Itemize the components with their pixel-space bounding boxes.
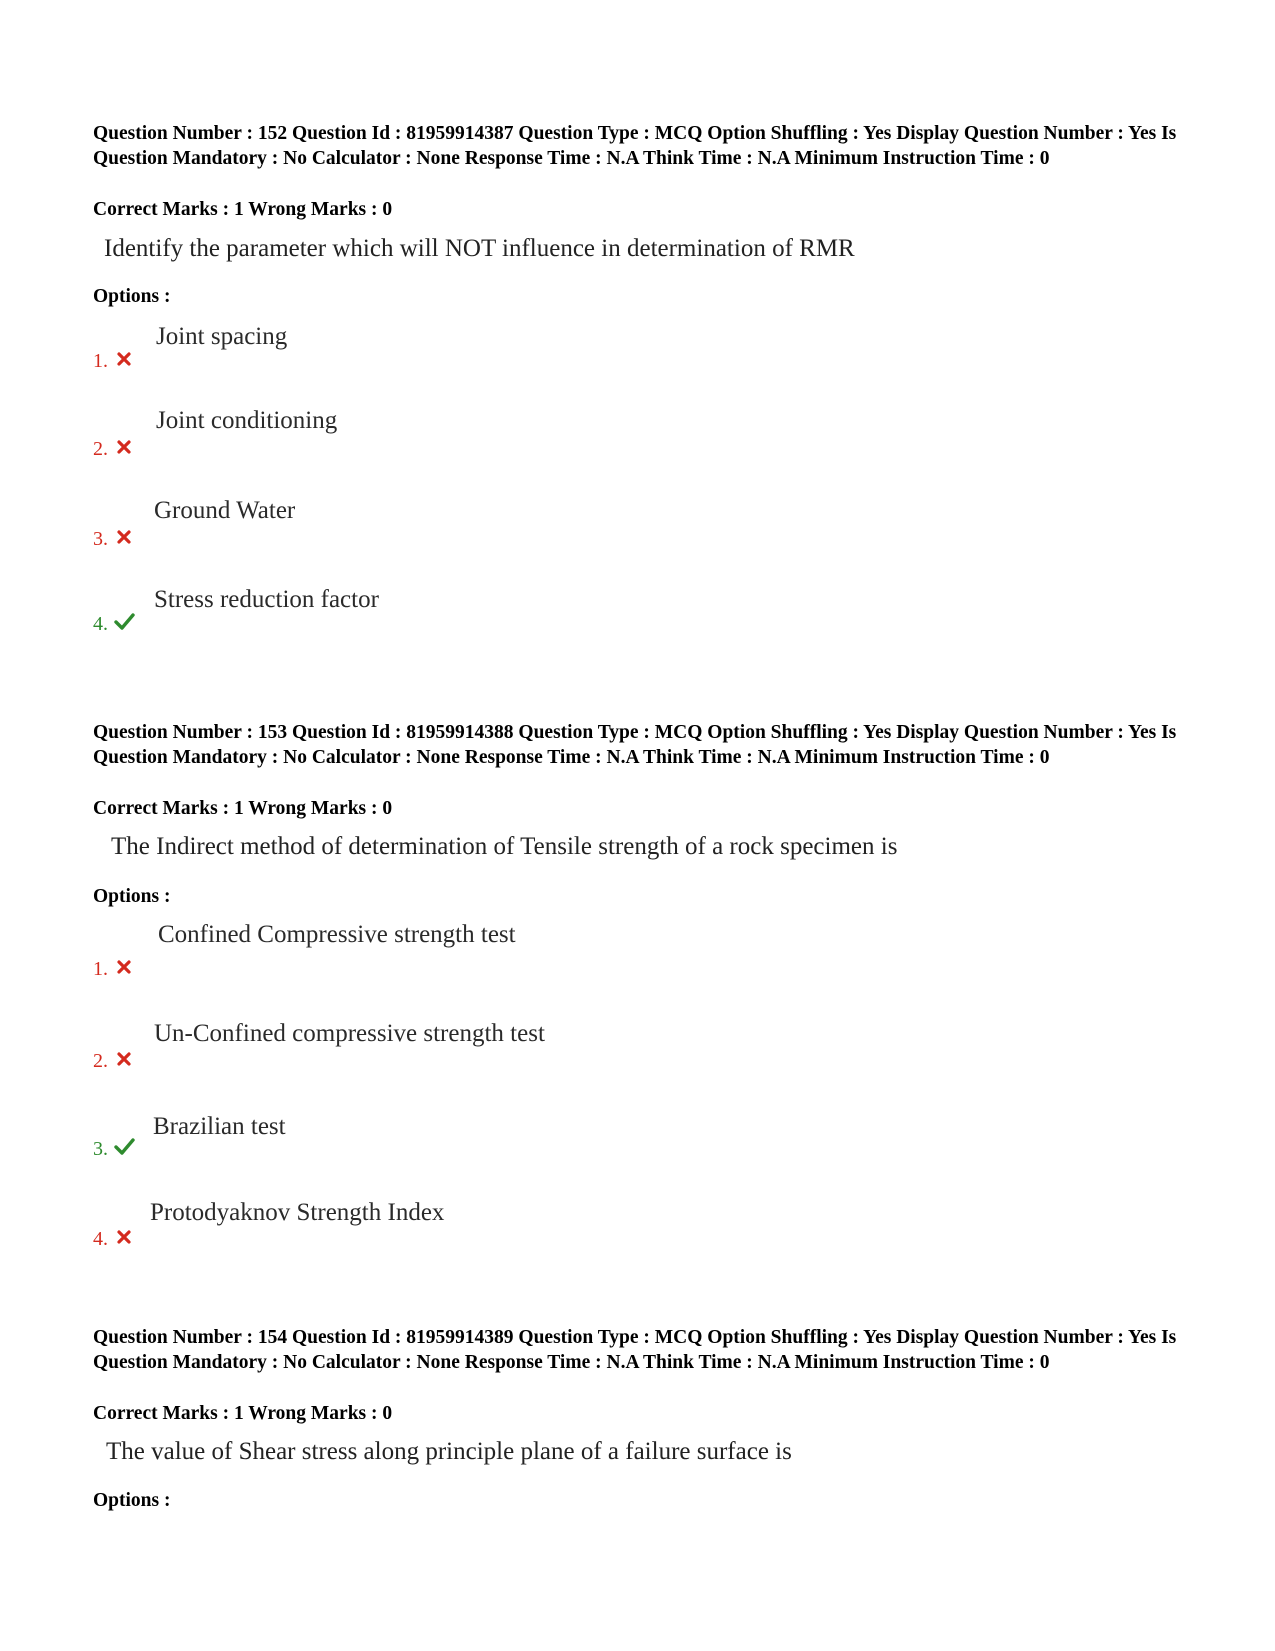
cross-icon <box>113 348 135 370</box>
options-heading: Options : <box>93 1490 171 1511</box>
cross-icon <box>113 1226 135 1248</box>
option-text: Stress reduction factor <box>154 586 379 613</box>
check-icon <box>113 1135 135 1157</box>
option-number: 2. <box>93 1050 108 1072</box>
cross-icon <box>113 956 135 978</box>
question-header: Question Number : 152 Question Id : 81959914387 Question Type : MCQ Option Shuffling : Yes Display Question Number : Yes Is Question Mandatory : No Calculator : None Response Time : N.A Think Time : N.A Minimum Instruction Time : 0 <box>93 123 1177 169</box>
options-heading: Options : <box>93 886 171 907</box>
question-text: The Indirect method of determination of Tensile strength of a rock specimen is <box>111 833 898 860</box>
option-text: Protodyaknov Strength Index <box>150 1199 445 1226</box>
question-marks: Correct Marks : 1 Wrong Marks : 0 <box>93 798 393 819</box>
option-number: 1. <box>93 958 108 980</box>
question-marks: Correct Marks : 1 Wrong Marks : 0 <box>93 199 393 220</box>
option-number: 4. <box>93 1228 108 1250</box>
option-text: Confined Compressive strength test <box>158 921 516 948</box>
options-heading: Options : <box>93 286 171 307</box>
question-header: Question Number : 153 Question Id : 81959914388 Question Type : MCQ Option Shuffling : Yes Display Question Number : Yes Is Question Mandatory : No Calculator : None Response Time : N.A Think Time : N.A Minimum Instruction Time : 0 <box>93 722 1177 768</box>
option-text: Ground Water <box>154 497 296 524</box>
option-number: 3. <box>93 1138 108 1160</box>
question-header: Question Number : 154 Question Id : 81959914389 Question Type : MCQ Option Shuffling : Yes Display Question Number : Yes Is Question Mandatory : No Calculator : None Response Time : N.A Think Time : N.A Minimum Instruction Time : 0 <box>93 1327 1177 1373</box>
option-text: Brazilian test <box>153 1113 286 1140</box>
option-number: 2. <box>93 438 108 460</box>
cross-icon <box>113 436 135 458</box>
check-icon <box>113 610 135 632</box>
cross-icon <box>113 1048 135 1070</box>
option-text: Joint spacing <box>156 323 288 350</box>
question-text: Identify the parameter which will NOT influence in determination of RMR <box>104 235 855 262</box>
option-number: 4. <box>93 613 108 635</box>
option-number: 1. <box>93 350 108 372</box>
cross-icon <box>113 526 135 548</box>
option-text: Joint conditioning <box>156 407 338 434</box>
question-marks: Correct Marks : 1 Wrong Marks : 0 <box>93 1403 393 1424</box>
option-text: Un-Confined compressive strength test <box>154 1020 545 1047</box>
question-text: The value of Shear stress along principle plane of a failure surface is <box>106 1438 792 1465</box>
option-number: 3. <box>93 528 108 550</box>
